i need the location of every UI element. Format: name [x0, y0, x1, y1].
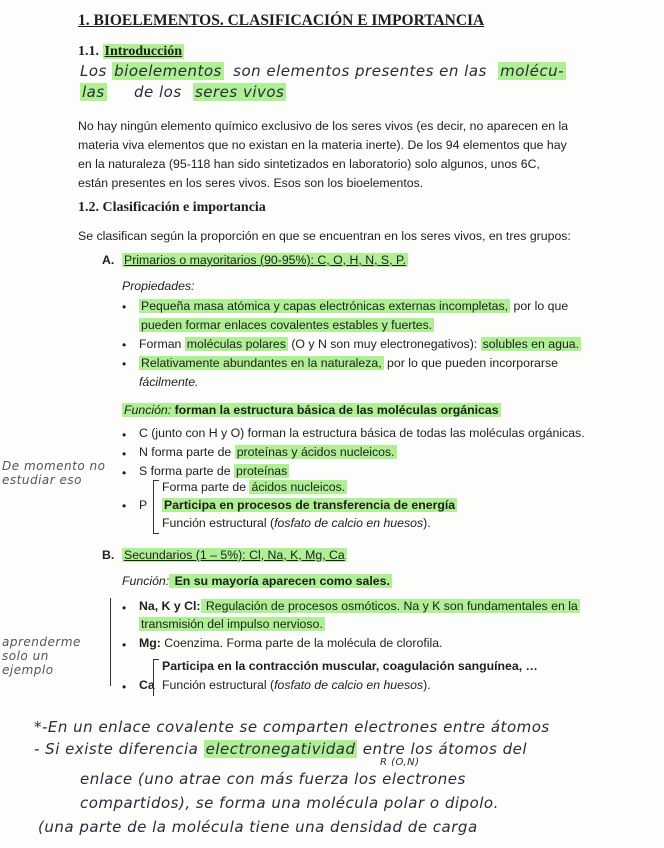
propiedad-2: Forman moléculas polares (O y N son muy electronegativos): solubles en agua.	[139, 337, 580, 351]
bullet-dot: •	[122, 499, 127, 513]
group-a-label: A.	[102, 253, 115, 267]
ca-label: Ca	[139, 678, 155, 692]
propiedad-3-line1: Relativamente abundantes en la naturaleza, por lo que pueden incorporarse	[141, 356, 558, 370]
funcion-b: Función: En su mayoría aparecen como sales.	[122, 574, 390, 588]
bullet-dot: •	[122, 447, 127, 461]
propiedad-3-line2: fácilmente.	[139, 375, 199, 389]
margin-note-1: De momento no estudiar eso	[2, 459, 106, 487]
brace-ca	[153, 659, 159, 696]
propiedad-1-line1: Pequeña masa atómica y capas electrónicas externas incompletas, por lo que	[141, 299, 569, 313]
secundario-na-k-cl-line2: transmisión del impulso nervioso.	[141, 617, 323, 631]
group-b-label: B.	[102, 548, 115, 562]
handwritten-footer-line1: *-En un enlace covalente se comparten electrones entre átomos	[34, 718, 550, 736]
margin-note-2: aprenderme solo un ejemplo	[2, 635, 81, 677]
p-label: P	[139, 498, 148, 512]
group-a-title: Primarios o mayoritarios (90-95%): C, O, H, N, S, P.	[124, 253, 406, 267]
ca-item-1: Participa en la contracción muscular, coagulación sanguínea, …	[162, 659, 538, 673]
p-item-1: Forma parte de ácidos nucleicos.	[162, 480, 346, 494]
funcion-n: N forma parte de proteínas y ácidos nucleicos.	[139, 445, 395, 459]
handwritten-definition-line2: las de los seres vivos	[82, 83, 285, 101]
secundario-na-k-cl-line1: Na, K y Cl: Regulación de procesos osmóticos. Na y K son fundamentales en la	[139, 599, 578, 613]
page-title: 1. BIOELEMENTOS. CLASIFICACIÓN E IMPORTANCIA	[78, 12, 485, 29]
section-heading-intro: 1.1. Introducción	[78, 44, 183, 59]
funcion-a: Función: forman la estructura básica de las moléculas orgánicas	[124, 403, 499, 417]
handwritten-footer-line3: enlace (uno atrae con más fuerza los electrones	[80, 770, 466, 788]
ca-item-2: Función estructural (fosfato de calcio en huesos).	[162, 678, 431, 692]
intro-paragraph-line3: en la naturaleza (95-118 han sido sintetizados en laboratorio) solo algunos, unos 6C,	[78, 157, 540, 171]
handwritten-footer-line2: - Si existe diferencia electronegatividad entre los átomos del	[34, 740, 527, 758]
handwritten-footer-line5: (una parte de la molécula tiene una densidad de carga	[38, 818, 478, 836]
intro-paragraph-line4: están presentes en los seres vivos. Esos son los bioelementos.	[78, 176, 424, 190]
intro-paragraph-line2: materia viva elementos que no existan en la materia inerte). De los 94 elementos que hay	[78, 138, 567, 152]
bullet-dot: •	[122, 466, 127, 480]
bullet-dot: •	[122, 428, 127, 442]
secundario-mg: Mg: Coenzima. Forma parte de la molécula de clorofila.	[139, 636, 443, 650]
handwritten-footer-note: R (O,N)	[380, 757, 420, 768]
funcion-s: S forma parte de proteínas	[139, 464, 288, 478]
group-b-title: Secundarios (1 – 5%): Cl, Na, K, Mg, Ca	[124, 548, 345, 562]
bullet-dot: •	[122, 357, 127, 371]
handwritten-footer-line4: compartidos), se forma una molécula polar o dipolo.	[80, 794, 499, 812]
p-item-2: Participa en procesos de transferencia de energía	[164, 498, 456, 512]
clasificacion-intro: Se clasifican según la proporción en que se encuentran en los seres vivos, en tres grupos:	[78, 229, 571, 243]
p-item-3: Función estructural (fosfato de calcio en huesos).	[162, 516, 431, 530]
funcion-c: C (junto con H y O) forman la estructura básica de todas las moléculas orgánicas.	[139, 426, 585, 440]
bullet-dot: •	[122, 300, 127, 314]
bullet-dot: •	[122, 338, 127, 352]
bullet-dot: •	[122, 601, 127, 615]
bracket-margin-b	[110, 598, 116, 686]
brace-p	[153, 480, 159, 534]
bullet-dot: •	[122, 680, 127, 694]
section-heading-clasificacion: 1.2. Clasificación e importancia	[78, 200, 266, 215]
bullet-dot: •	[122, 638, 127, 652]
intro-paragraph-line1: No hay ningún elemento químico exclusivo de los seres vivos (es decir, no aparecen en la	[78, 119, 569, 133]
propiedades-label: Propiedades:	[122, 279, 195, 293]
propiedad-1-line2: pueden formar enlaces covalentes estables y fuertes.	[141, 318, 433, 332]
handwritten-definition-line1: Los bioelementos son elementos presentes en las molécu-	[80, 62, 564, 80]
